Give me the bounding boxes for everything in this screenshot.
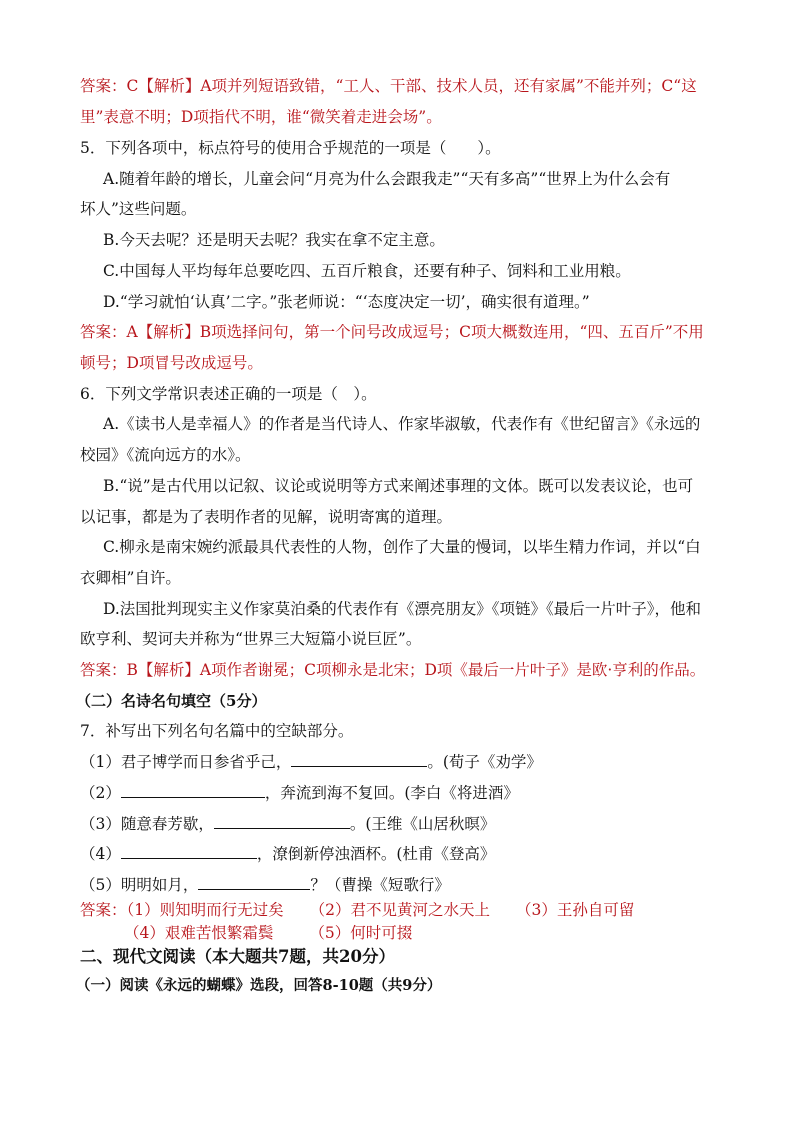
q7-item-4 bbox=[80, 843, 495, 865]
q7-item-1-blank[interactable] bbox=[291, 751, 427, 767]
q6-answer: 答案：B【解析】A项作者谢冕；C项柳永是北宋；D项《最后一片叶子》是欧·亨利的作品。 bbox=[80, 661, 706, 679]
section-modern-subheading: （一）阅读《永远的蝴蝶》选段，回答8-10题（共9分） bbox=[76, 977, 442, 994]
q4-answer-line2: 里”表意不明；D项指代不明，谁“微笑着走进会场”。 bbox=[80, 108, 442, 126]
q7-answer-label: 答案： bbox=[80, 901, 127, 919]
q5-option-a-line1: A.随着年龄的增长，儿童会问“月亮为什么会跟我走”“天有多高”“世界上为什么会有 bbox=[103, 170, 671, 188]
q7-item-4-before: （4） bbox=[80, 845, 121, 863]
q7-item-3-after: 。(王维《山居秋暝》 bbox=[349, 815, 496, 833]
q6-option-a-line1: A.《读书人是幸福人》的作者是当代诗人、作家毕淑敏，代表作有《世纪留言》《永远的 bbox=[103, 415, 701, 433]
q7-item-1-after: 。(荀子《劝学》 bbox=[427, 753, 542, 771]
q5-option-a-line2: 坏人”这些问题。 bbox=[80, 200, 197, 218]
q7-answer-2: （2）君不见黄河之水天上 bbox=[309, 901, 491, 919]
q7-item-1-before: （1）君子博学而日参省乎己， bbox=[80, 753, 292, 771]
q6-option-a-line2: 校园》《流向远方的水》。 bbox=[80, 446, 251, 464]
q7-item-4-blank[interactable] bbox=[121, 843, 257, 859]
q7-item-2-blank[interactable] bbox=[121, 782, 265, 798]
q5-option-c: C.中国每人平均每年总要吃四、五百斤粮食，还要有种子、饲料和工业用粮。 bbox=[103, 262, 631, 280]
q7-answer-3: （3）王孙自可留 bbox=[516, 901, 635, 919]
q6-option-b-line1: B.“说”是古代用以记叙、议论或说明等方式来阐述事理的文体。既可以发表议论，也可 bbox=[103, 477, 694, 495]
q6-option-c-line1: C.柳永是南宋婉约派最具代表性的人物，创作了大量的慢词，以毕生精力作词，并以“白 bbox=[103, 538, 701, 556]
q7-answer-4: （4）艰难苦恨繁霜鬓 bbox=[124, 924, 274, 942]
q5-answer-line2: 顿号；D项冒号改成逗号。 bbox=[80, 354, 263, 372]
q7-item-2 bbox=[80, 782, 519, 804]
q7-item-2-after: ，奔流到海不复回。(李白《将进酒》 bbox=[264, 784, 519, 802]
q6-option-b-line2: 以记事，都是为了表明作者的见解，说明寄寓的道理。 bbox=[80, 508, 453, 526]
q7-item-1 bbox=[80, 751, 542, 773]
q5-stem: 5．下列各项中，标点符号的使用合乎规范的一项是（ ）。 bbox=[80, 139, 501, 157]
q6-option-d-line2: 欧亨利、契诃夫并称为“世界三大短篇小说巨匠”。 bbox=[80, 630, 422, 648]
section-modern-heading: 二、现代文阅读（本大题共7题，共20分） bbox=[80, 947, 395, 966]
q7-answer-line2 bbox=[124, 922, 412, 944]
q7-answer-1: （1）则知明而行无过矣 bbox=[126, 901, 284, 919]
section-poetry-heading: （二）名诗名句填空（5分） bbox=[76, 692, 267, 710]
q7-item-5-blank[interactable] bbox=[198, 874, 310, 890]
q7-item-3-before: （3）随意春芳歇， bbox=[80, 815, 214, 833]
q7-item-3-blank[interactable] bbox=[214, 813, 350, 829]
q5-answer-line1: 答案：A【解析】B项选择问句，第一个问号改成逗号；C项大概数连用，“四、五百斤”不用 bbox=[80, 323, 704, 341]
q6-stem: 6．下列文学常识表述正确的一项是（ ）。 bbox=[80, 385, 377, 403]
q7-item-2-before: （2） bbox=[80, 784, 121, 802]
q7-answer-line1 bbox=[80, 899, 634, 921]
q5-option-d: D.“学习就怕‘认真’二字。”张老师说：“‘态度决定一切’，确实很有道理。” bbox=[103, 293, 590, 311]
q6-option-c-line2: 衣卿相”自许。 bbox=[80, 569, 181, 587]
q7-item-3 bbox=[80, 813, 495, 835]
q6-option-d-line1: D.法国批判现实主义作家莫泊桑的代表作有《漂亮朋友》《项链》《最后一片叶子》，他和 bbox=[103, 600, 702, 618]
q5-option-b: B.今天去呢？还是明天去呢？我实在拿不定主意。 bbox=[103, 231, 445, 249]
q7-item-4-after: ，潦倒新停浊酒杯。(杜甫《登高》 bbox=[256, 845, 496, 863]
q7-item-5 bbox=[80, 874, 450, 896]
q7-stem: 7．补写出下列名句名篇中的空缺部分。 bbox=[80, 722, 354, 740]
q7-item-5-after: ？（曹操《短歌行》 bbox=[310, 876, 450, 894]
q4-answer-line1: 答案：C【解析】A项并列短语致错，“工人、干部、技术人员，还有家属”不能并列；C“这 bbox=[80, 77, 697, 95]
q7-answer-5: （5）何时可掇 bbox=[309, 924, 413, 942]
q7-item-5-before: （5）明明如月， bbox=[80, 876, 199, 894]
